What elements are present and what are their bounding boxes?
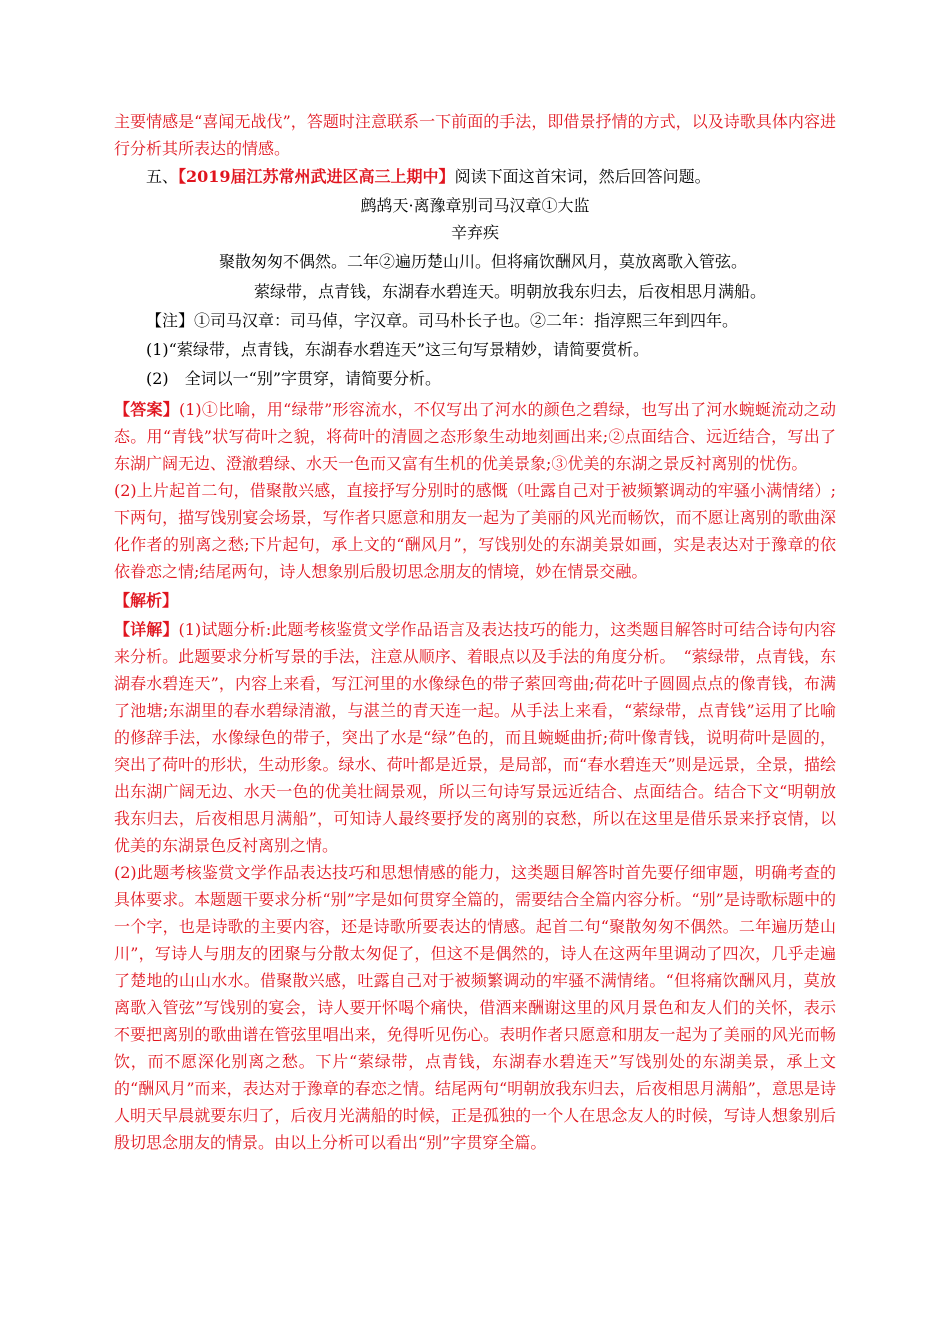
answer-part-1 xyxy=(114,396,836,477)
question-number: 五、 xyxy=(146,167,179,186)
answer-part-2: (2)上片起首二句，借聚散兴感，直接抒写分别时的感慨（吐露自己对于被频繁调动的牢骚小满情绪）;下两句，描写饯别宴会场景，写作者只愿意和朋友一起为了美丽的风光而畅饮，而不愿让离别的歌曲深化作者的别离之愁;下片起句，承上文的“酬风月”，写饯别处的东湖美景如画，实是表达对于豫章的依依眷恋之情;结尾两句，诗人想象别后殷切思念朋友的情境，妙在情景交融。 xyxy=(114,481,836,581)
poem-line-2: 萦绿带，点青钱，东湖春水碧连天。明朝放我东归去，后夜相思月满船。 xyxy=(254,282,767,301)
answer-part-1-text: (1)①比喻，用“绿带”形容流水，不仅写出了河水的颜色之碧绿，也写出了河水蜿蜒流动之动态。用“青钱”状写荷叶之貌，将荷叶的清圆之态形象生动地刻画出来;②点面结合、远近结合，写出了东湖广阔无边、澄澈碧绿、水天一色而又富有生机的优美景象;③优美的东湖之景反衬离别的忧伤。 xyxy=(114,400,836,473)
detail-label: 【详解】 xyxy=(114,620,179,639)
poem-note: 【注】①司马汉章：司马倬，字汉章。司马朴长子也。②二年：指淳熙三年到四年。 xyxy=(146,311,739,330)
document-page xyxy=(114,108,836,1156)
poem-line-1: 聚散匆匆不偶然。二年②遍历楚山川。但将痛饮酬风月，莫放离歌入管弦。 xyxy=(219,252,748,271)
answer-label: 【答案】 xyxy=(114,400,179,419)
poem-author: 辛弃疾 xyxy=(450,223,499,242)
detail-part-2: (2)此题考核鉴赏文学作品表达技巧和思想情感的能力，这类题目解答时首先要仔细审题，明确考查的具体要求。本题题干要求分析“别”字是如何贯穿全篇的，需要结合全篇内容分析。“别”是诗歌标题中的一个字，也是诗歌的主要内容，还是诗歌所要表达的情感。起首二句“聚散匆匆不偶然。二年遍历楚山川”，写诗人与朋友的团聚与分散太匆促了，但这不是偶然的，诗人在这两年里调动了四次，几乎走遍了楚地的山山水水。借聚散兴感，吐露自己对于被频繁调动的牢骚不满情绪。“但将痛饮酬风月，莫放离歌入管弦”写饯别的宴会，诗人要开怀喝个痛快，借酒来酬谢这里的风月景色和友人们的关怀，表示不要把离别的歌曲谱在管弦里唱出来，免得听见伤心。表明作者只愿意和朋友一起为了美丽的风光而畅饮，而不愿深化别离之愁。下片“萦绿带，点青钱，东湖春水碧连天”写饯别处的东湖美景，承上文的“酬风月”而来，表达对于豫章的春恋之情。结尾两句“明朝放我东归去，后夜相思月满船”，意思是诗人明天早晨就要东归了，后夜月光满船的时候，正是孤独的一个人在思念友人的时候，写诗人想象别后殷切思念朋友的情景。由以上分析可以看出“别”字贯穿全篇。 xyxy=(114,863,836,1152)
analysis-heading xyxy=(114,587,836,614)
detail-part-1 xyxy=(114,616,836,859)
question-instruction: 阅读下面这首宋词，然后回答问题。 xyxy=(454,167,711,186)
poem-title: 鹧鸪天·离豫章别司马汉章①大监 xyxy=(360,196,590,215)
sub-question-2: (2) 全词以一“别”字贯穿，请简要分析。 xyxy=(146,369,442,388)
sub-question-1: (1)“萦绿带，点青钱，东湖春水碧连天”这三句写景精妙，请简要赏析。 xyxy=(146,340,650,359)
detail-part-1-text: (1)试题分析:此题考核鉴赏文学作品语言及表达技巧的能力，这类题目解答时可结合诗句内容来分析。此题要求分析写景的手法，注意从顺序、着眼点以及手法的角度分析。 “萦绿带，点青钱，东湖春水碧连天”，内容上来看，写江河里的水像绿色的带子萦回弯曲;荷花叶子圆圆点点的像青钱，布满了池塘;东湖里的春水碧绿清澈，与湛兰的青天连一起。从手法上来看，“萦绿带，点青钱”运用了比喻的修辞手法，水像绿色的带子，突出了水是“绿”色的，而且蜿蜒曲折;荷叶像青钱，说明荷叶是圆的，突出了荷叶的形状，生动形象。绿水、荷叶都是近景，是局部，而“春水碧连天”则是远景，全景，描绘出东湖广阔无边、水天一色的优美壮阔景观，所以三句诗写景远近结合、点面结合。结合下文“明朝放我东归去，后夜相思月满船”，可知诗人最终要抒发的离别的哀愁，所以在这里是借乐景来抒哀情，以优美的东湖景色反衬离别之情。 xyxy=(114,620,836,855)
prev-answer-tail: 主要情感是“喜闻无战伐”，答题时注意联系一下前面的手法，即借景抒情的方式，以及诗歌具体内容进行分析其所表达的情感。 xyxy=(114,112,836,158)
analysis-label: 【解析】 xyxy=(114,591,179,610)
question-intro xyxy=(114,163,836,190)
question-source: 【2019届江苏常州武进区高三上期中】 xyxy=(178,167,455,186)
